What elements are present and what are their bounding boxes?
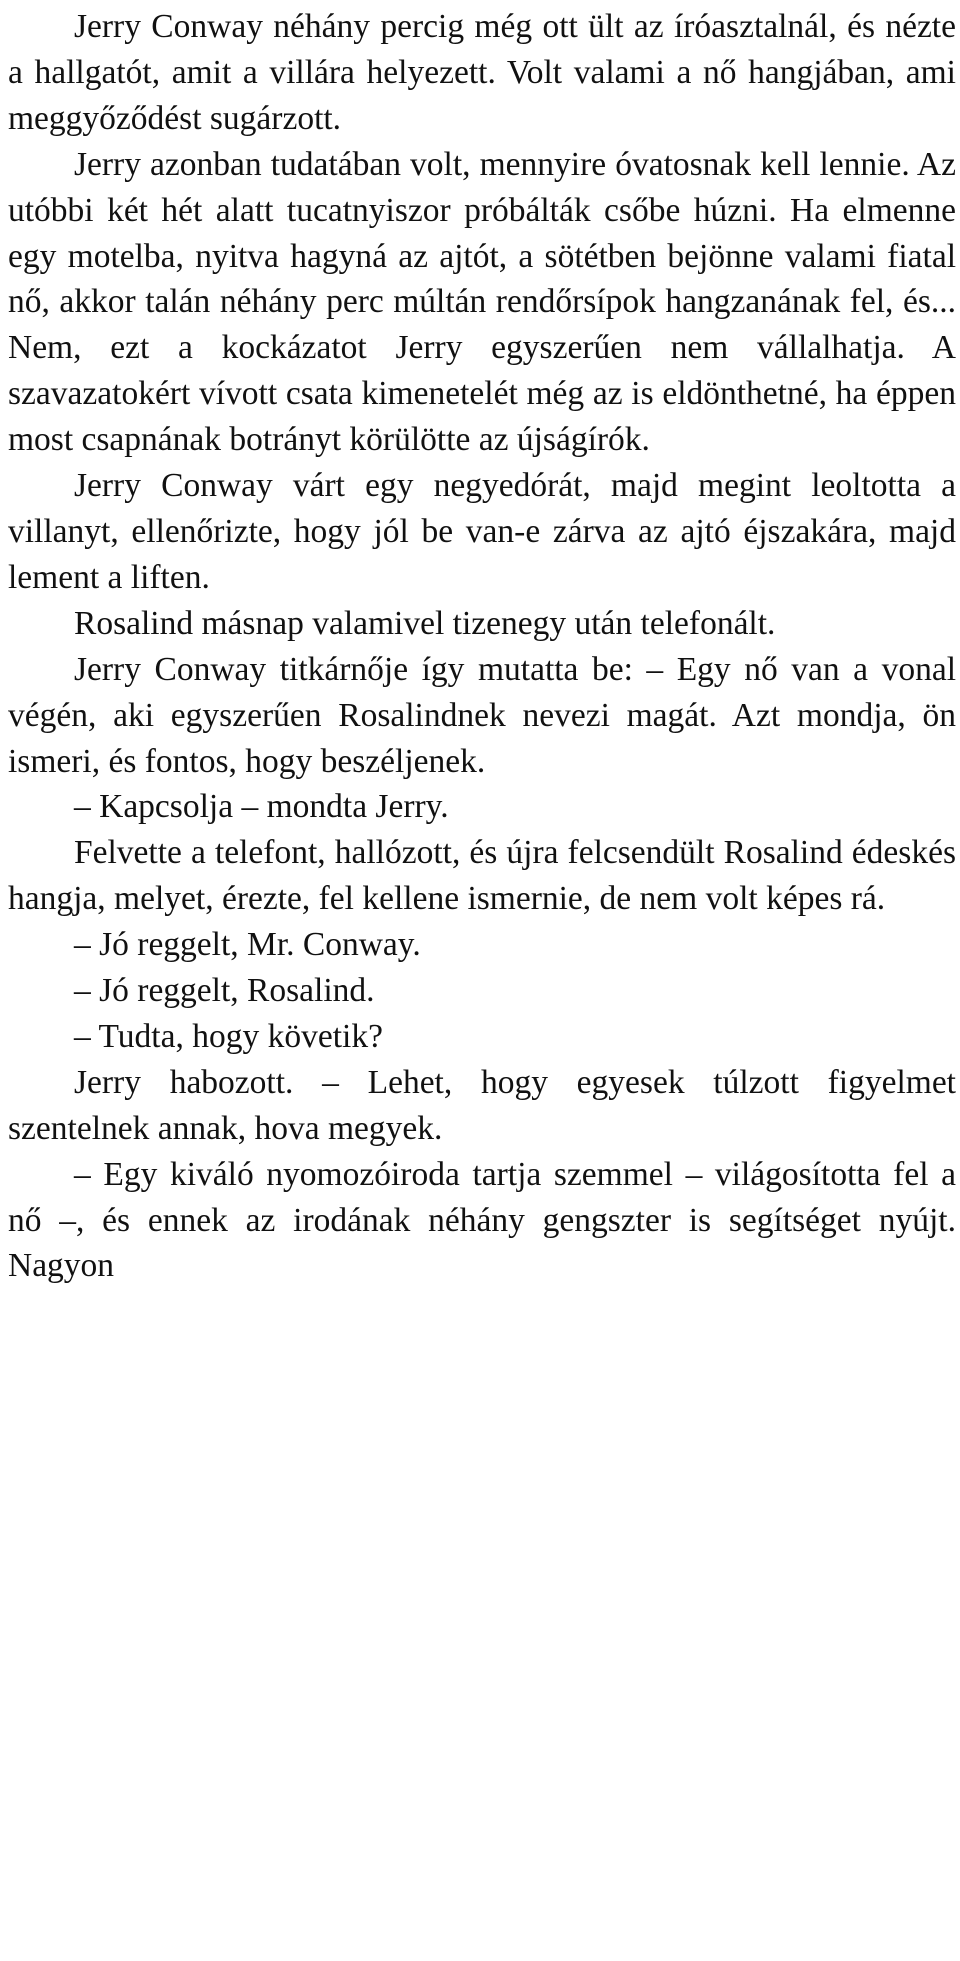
paragraph: – Jó reggelt, Rosalind. <box>74 972 375 1010</box>
paragraph: Felvette a telefont, hallózott, és újra felcsendült Rosalind édeskés hangja, melyet, érezte, fel kellene ismernie, de nem volt képes rá. <box>8 834 956 918</box>
paragraph: Jerry Conway várt egy negyedórát, majd megint leoltotta a villanyt, ellenőrizte, hogy jól be van-e zárva az ajtó éjszakára, majd lement a liften. <box>8 467 956 596</box>
paragraph: – Kapcsolja – mondta Jerry. <box>74 788 449 826</box>
paragraph: Jerry habozott. – Lehet, hogy egyesek túlzott figyelmet szentelnek annak, hova megyek. <box>8 1063 956 1147</box>
paragraph: Rosalind másnap valamivel tizenegy után telefonált. <box>74 604 776 642</box>
paragraph: – Jó reggelt, Mr. Conway. <box>74 926 421 964</box>
paragraph: Jerry azonban tudatában volt, mennyire óvatosnak kell lennie. Az utóbbi két hét alatt tucatnyiszor próbálták csőbe húzni. Ha elmenne egy motelba, nyitva hagyná az ajtót, a sötétben bejönne valami fiatal nő, akkor talán néhány perc múltán rendőrsípok hangzanának fel, és... Nem, ezt a kockázatot Jerry egyszerűen nem vállalhatja. A szavazatokért vívott csata kimenetelét még az is eldönthetné, ha éppen most csapnának botrányt körülötte az újságírók. <box>8 145 956 459</box>
paragraph: Jerry Conway titkárnője így mutatta be: – Egy nő van a vonal végén, aki egyszerűen Rosalindnek nevezi magát. Azt mondja, ön ismeri, és fontos, hogy beszéljenek. <box>8 650 956 780</box>
paragraph: Jerry Conway néhány percig még ott ült az íróasztalnál, és nézte a hallgatót, amit a villára helyezett. Volt valami a nő hangjában, ami meggyőződést sugárzott. <box>8 8 956 137</box>
paragraph: – Egy kiváló nyomozóiroda tartja szemmel – világosította fel a nő –, és ennek az irodának néhány gengszter is segítséget nyújt. Nagyon <box>8 1155 956 1285</box>
paragraph: – Tudta, hogy követik? <box>74 1017 383 1055</box>
